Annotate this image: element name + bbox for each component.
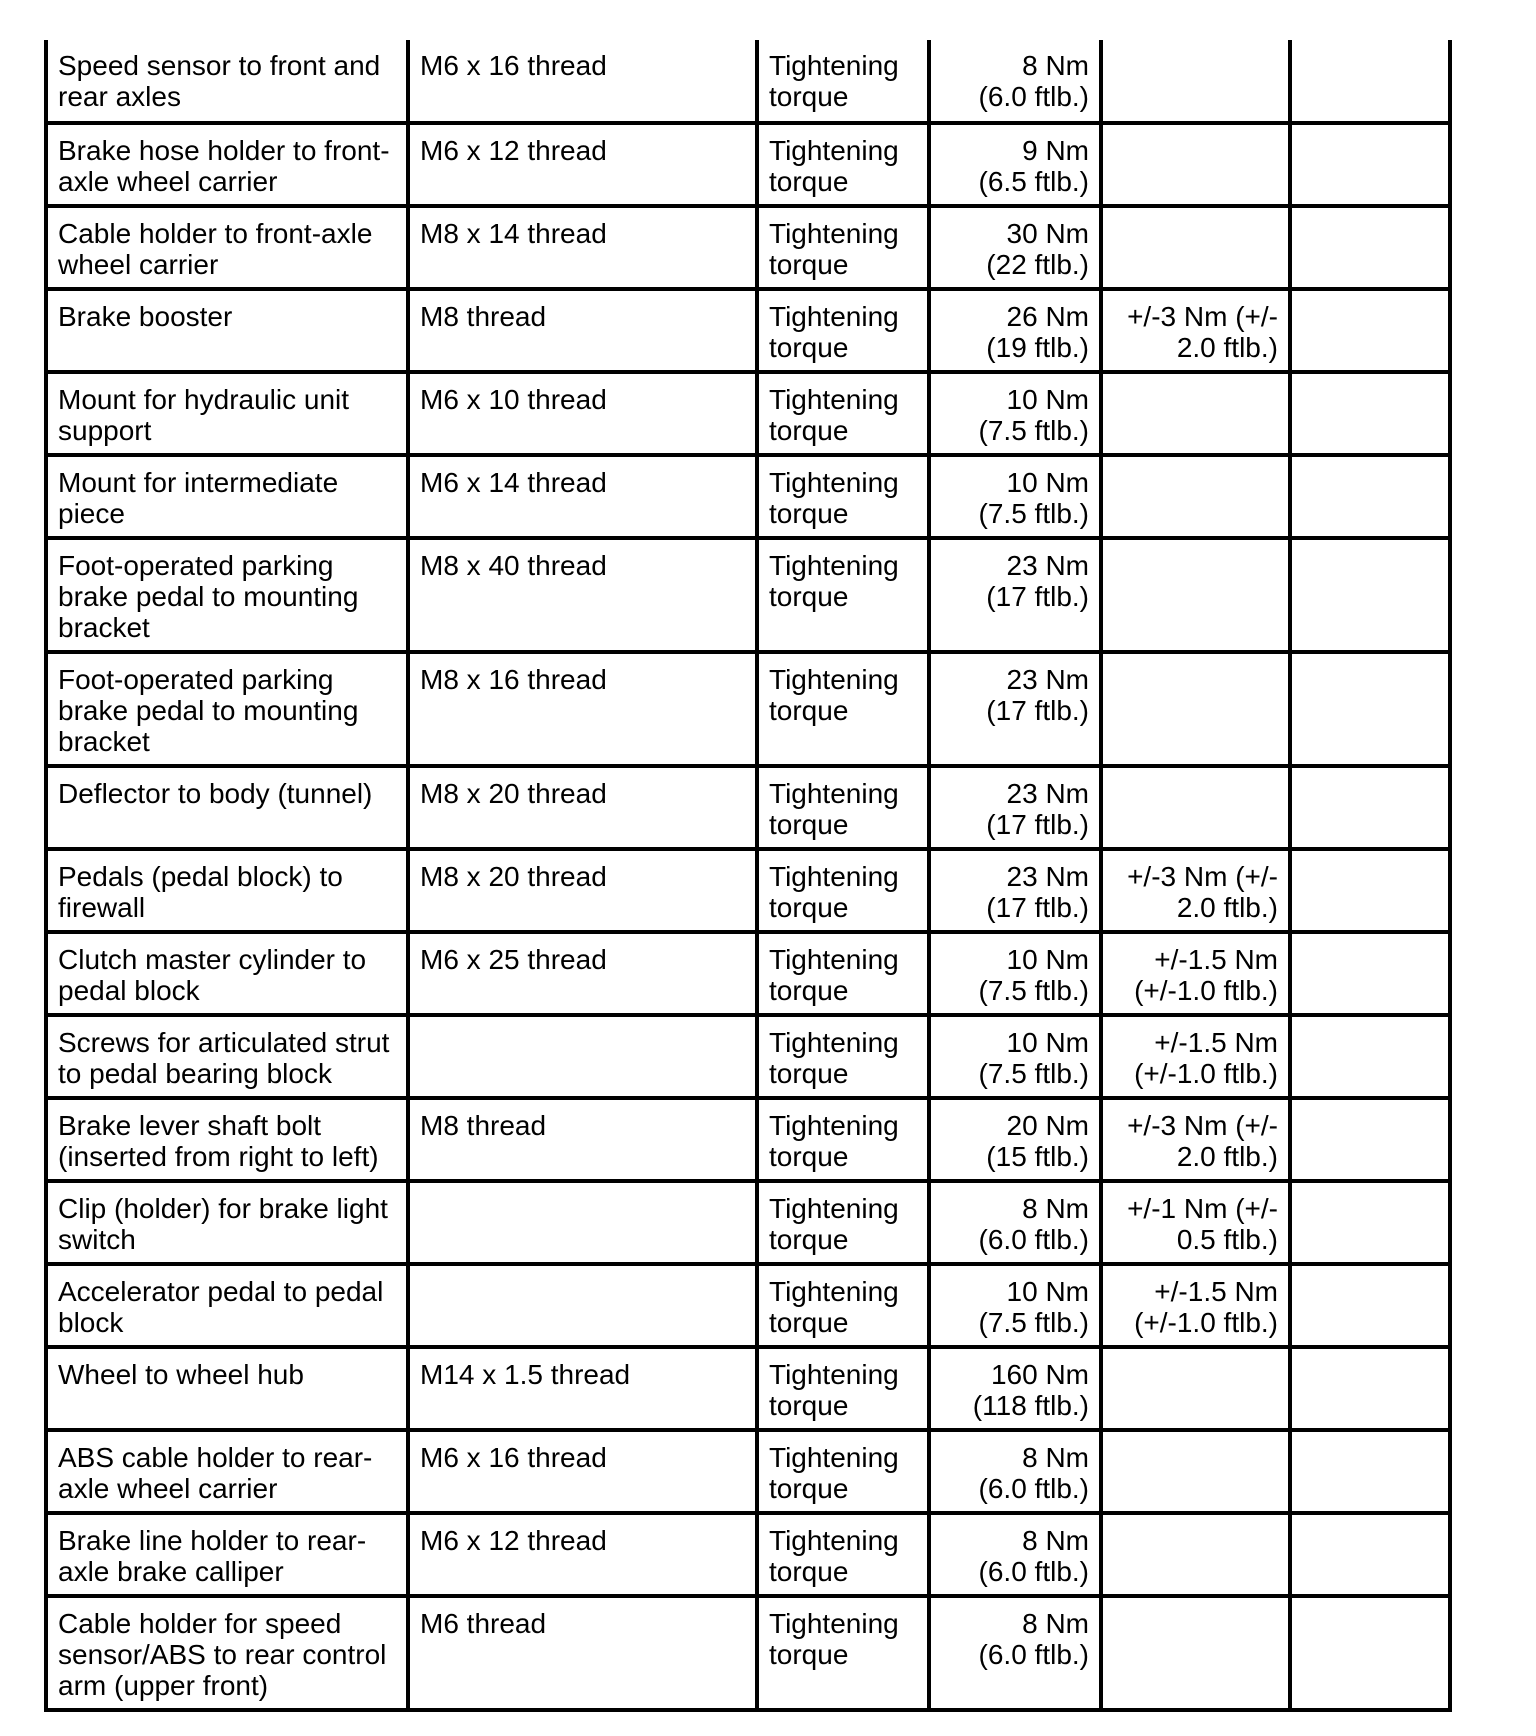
extra-cell xyxy=(1290,289,1450,372)
tolerance-cell xyxy=(1101,1430,1290,1513)
thread-cell: M6 x 25 thread xyxy=(408,932,757,1015)
type-cell: Tightening torque xyxy=(757,538,929,652)
thread-cell xyxy=(408,1015,757,1098)
description-cell: Foot-operated parking brake pedal to mounting bracket xyxy=(46,538,408,652)
tolerance-cell xyxy=(1101,1347,1290,1430)
thread-cell: M8 x 16 thread xyxy=(408,652,757,766)
value-cell: 10 Nm (7.5 ftlb.) xyxy=(929,455,1101,538)
thread-cell: M8 thread xyxy=(408,289,757,372)
extra-cell xyxy=(1290,40,1450,123)
type-cell: Tightening torque xyxy=(757,1430,929,1513)
extra-cell xyxy=(1290,1347,1450,1430)
type-cell: Tightening torque xyxy=(757,1181,929,1264)
extra-cell xyxy=(1290,538,1450,652)
type-cell: Tightening torque xyxy=(757,1596,929,1710)
extra-cell xyxy=(1290,849,1450,932)
description-cell: Mount for hydraulic unit support xyxy=(46,372,408,455)
table-body xyxy=(46,40,1450,1710)
description-cell: Accelerator pedal to pedal block xyxy=(46,1264,408,1347)
tolerance-cell xyxy=(1101,455,1290,538)
type-cell: Tightening torque xyxy=(757,40,929,123)
tolerance-cell xyxy=(1101,40,1290,123)
tolerance-cell xyxy=(1101,1513,1290,1596)
value-cell: 8 Nm (6.0 ftlb.) xyxy=(929,1181,1101,1264)
tolerance-cell xyxy=(1101,123,1290,206)
value-cell: 8 Nm (6.0 ftlb.) xyxy=(929,1596,1101,1710)
tolerance-cell xyxy=(1101,372,1290,455)
tolerance-cell xyxy=(1101,206,1290,289)
table-row xyxy=(46,1015,1450,1098)
table-row xyxy=(46,849,1450,932)
thread-cell: M8 thread xyxy=(408,1098,757,1181)
torque-spec-table xyxy=(44,40,1452,1712)
extra-cell xyxy=(1290,1098,1450,1181)
description-cell: ABS cable holder to rear-axle wheel carrier xyxy=(46,1430,408,1513)
table-row xyxy=(46,1430,1450,1513)
extra-cell xyxy=(1290,1264,1450,1347)
extra-cell xyxy=(1290,1430,1450,1513)
type-cell: Tightening torque xyxy=(757,1347,929,1430)
table-row xyxy=(46,123,1450,206)
type-cell: Tightening torque xyxy=(757,372,929,455)
extra-cell xyxy=(1290,206,1450,289)
extra-cell xyxy=(1290,652,1450,766)
thread-cell: M14 x 1.5 thread xyxy=(408,1347,757,1430)
tolerance-cell: +/-3 Nm (+/- 2.0 ftlb.) xyxy=(1101,1098,1290,1181)
description-cell: Foot-operated parking brake pedal to mounting bracket xyxy=(46,652,408,766)
tolerance-cell: +/-1.5 Nm (+/-1.0 ftlb.) xyxy=(1101,1264,1290,1347)
thread-cell: M6 thread xyxy=(408,1596,757,1710)
extra-cell xyxy=(1290,1513,1450,1596)
value-cell: 20 Nm (15 ftlb.) xyxy=(929,1098,1101,1181)
description-cell: Pedals (pedal block) to firewall xyxy=(46,849,408,932)
tolerance-cell xyxy=(1101,652,1290,766)
type-cell: Tightening torque xyxy=(757,849,929,932)
value-cell: 9 Nm (6.5 ftlb.) xyxy=(929,123,1101,206)
table-row xyxy=(46,1098,1450,1181)
value-cell: 10 Nm (7.5 ftlb.) xyxy=(929,372,1101,455)
thread-cell: M6 x 12 thread xyxy=(408,123,757,206)
thread-cell: M6 x 12 thread xyxy=(408,1513,757,1596)
value-cell: 23 Nm (17 ftlb.) xyxy=(929,538,1101,652)
extra-cell xyxy=(1290,932,1450,1015)
type-cell: Tightening torque xyxy=(757,289,929,372)
thread-cell xyxy=(408,1181,757,1264)
table-row xyxy=(46,932,1450,1015)
table-row xyxy=(46,1264,1450,1347)
extra-cell xyxy=(1290,372,1450,455)
description-cell: Clutch master cylinder to pedal block xyxy=(46,932,408,1015)
extra-cell xyxy=(1290,1015,1450,1098)
table-row xyxy=(46,1513,1450,1596)
tolerance-cell: +/-3 Nm (+/- 2.0 ftlb.) xyxy=(1101,849,1290,932)
description-cell: Wheel to wheel hub xyxy=(46,1347,408,1430)
type-cell: Tightening torque xyxy=(757,1513,929,1596)
tolerance-cell: +/-1.5 Nm (+/-1.0 ftlb.) xyxy=(1101,932,1290,1015)
value-cell: 10 Nm (7.5 ftlb.) xyxy=(929,932,1101,1015)
tolerance-cell: +/-1 Nm (+/- 0.5 ftlb.) xyxy=(1101,1181,1290,1264)
description-cell: Mount for intermediate piece xyxy=(46,455,408,538)
thread-cell: M8 x 20 thread xyxy=(408,766,757,849)
thread-cell: M8 x 20 thread xyxy=(408,849,757,932)
value-cell: 10 Nm (7.5 ftlb.) xyxy=(929,1015,1101,1098)
description-cell: Brake line holder to rear-axle brake calliper xyxy=(46,1513,408,1596)
table-row xyxy=(46,1347,1450,1430)
type-cell: Tightening torque xyxy=(757,206,929,289)
table-row xyxy=(46,289,1450,372)
description-cell: Brake booster xyxy=(46,289,408,372)
type-cell: Tightening torque xyxy=(757,1015,929,1098)
value-cell: 8 Nm (6.0 ftlb.) xyxy=(929,40,1101,123)
thread-cell: M6 x 10 thread xyxy=(408,372,757,455)
tolerance-cell: +/-1.5 Nm (+/-1.0 ftlb.) xyxy=(1101,1015,1290,1098)
type-cell: Tightening torque xyxy=(757,766,929,849)
value-cell: 160 Nm (118 ftlb.) xyxy=(929,1347,1101,1430)
table-row xyxy=(46,206,1450,289)
description-cell: Brake hose holder to front-axle wheel carrier xyxy=(46,123,408,206)
table-row xyxy=(46,40,1450,123)
extra-cell xyxy=(1290,455,1450,538)
table-row xyxy=(46,455,1450,538)
value-cell: 30 Nm (22 ftlb.) xyxy=(929,206,1101,289)
type-cell: Tightening torque xyxy=(757,1264,929,1347)
value-cell: 23 Nm (17 ftlb.) xyxy=(929,849,1101,932)
table-row xyxy=(46,1181,1450,1264)
thread-cell: M8 x 14 thread xyxy=(408,206,757,289)
table-row xyxy=(46,766,1450,849)
description-cell: Brake lever shaft bolt (inserted from right to left) xyxy=(46,1098,408,1181)
value-cell: 10 Nm (7.5 ftlb.) xyxy=(929,1264,1101,1347)
type-cell: Tightening torque xyxy=(757,652,929,766)
thread-cell: M8 x 40 thread xyxy=(408,538,757,652)
thread-cell xyxy=(408,1264,757,1347)
description-cell: Screws for articulated strut to pedal bearing block xyxy=(46,1015,408,1098)
thread-cell: M6 x 16 thread xyxy=(408,1430,757,1513)
tolerance-cell: +/-3 Nm (+/- 2.0 ftlb.) xyxy=(1101,289,1290,372)
tolerance-cell xyxy=(1101,538,1290,652)
extra-cell xyxy=(1290,1596,1450,1710)
thread-cell: M6 x 16 thread xyxy=(408,40,757,123)
extra-cell xyxy=(1290,766,1450,849)
extra-cell xyxy=(1290,1181,1450,1264)
thread-cell: M6 x 14 thread xyxy=(408,455,757,538)
value-cell: 23 Nm (17 ftlb.) xyxy=(929,766,1101,849)
description-cell: Cable holder for speed sensor/ABS to rear control arm (upper front) xyxy=(46,1596,408,1710)
value-cell: 8 Nm (6.0 ftlb.) xyxy=(929,1430,1101,1513)
table-row xyxy=(46,372,1450,455)
type-cell: Tightening torque xyxy=(757,455,929,538)
type-cell: Tightening torque xyxy=(757,932,929,1015)
type-cell: Tightening torque xyxy=(757,123,929,206)
type-cell: Tightening torque xyxy=(757,1098,929,1181)
description-cell: Cable holder to front-axle wheel carrier xyxy=(46,206,408,289)
description-cell: Speed sensor to front and rear axles xyxy=(46,40,408,123)
table-row xyxy=(46,1596,1450,1710)
table-row xyxy=(46,652,1450,766)
description-cell: Clip (holder) for brake light switch xyxy=(46,1181,408,1264)
value-cell: 23 Nm (17 ftlb.) xyxy=(929,652,1101,766)
tolerance-cell xyxy=(1101,1596,1290,1710)
tolerance-cell xyxy=(1101,766,1290,849)
extra-cell xyxy=(1290,123,1450,206)
value-cell: 26 Nm (19 ftlb.) xyxy=(929,289,1101,372)
table-row xyxy=(46,538,1450,652)
value-cell: 8 Nm (6.0 ftlb.) xyxy=(929,1513,1101,1596)
description-cell: Deflector to body (tunnel) xyxy=(46,766,408,849)
